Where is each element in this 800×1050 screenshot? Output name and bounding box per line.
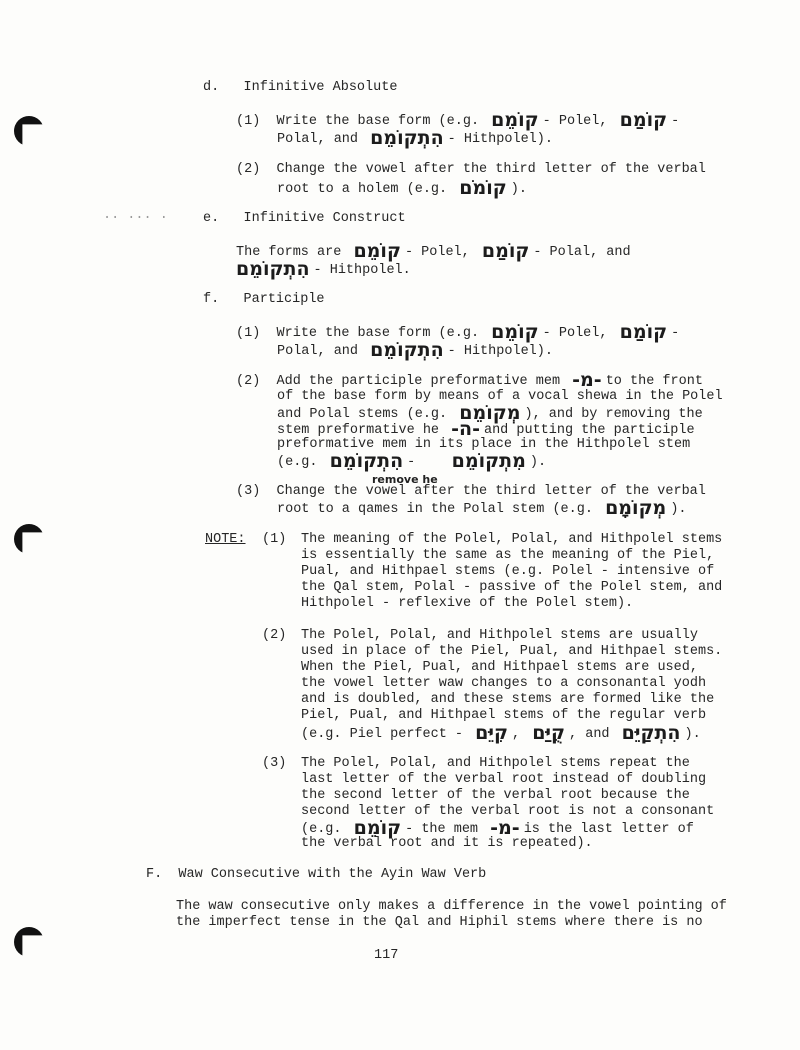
hebrew-word: קוֹמַם: [619, 109, 668, 131]
f-item-1-number: (1): [236, 326, 261, 341]
d-item-1-text: Polal, and: [277, 132, 359, 147]
d-item-2-text: Change the vowel after the third letter of the verbal: [276, 162, 706, 177]
punch-hole-top: [14, 116, 44, 146]
note-item-2-line-1: The Polel, Polal, and Hithpolel stems are usually: [301, 628, 698, 643]
d-item-1-text: - Polel,: [542, 114, 608, 129]
note-item-2-text: , and: [569, 727, 610, 742]
f-item-2-number: (2): [236, 374, 261, 389]
section-f-title: Participle: [243, 292, 325, 307]
hebrew-word: קוֹמֹם: [459, 177, 507, 199]
hebrew-word: קוֹמֵם: [353, 240, 401, 262]
d-item-2-text: root to a holem (e.g.: [277, 182, 448, 197]
hebrew-word: מְקוֹמָם: [605, 497, 667, 519]
hebrew-word: -ה-: [451, 418, 480, 440]
note-item-1-number: (1): [262, 532, 287, 547]
note-item-3-number: (3): [262, 756, 287, 771]
F-line-1: The waw consecutive only makes a difference in the vowel pointing of: [176, 899, 727, 914]
f-item-2-text: ).: [529, 455, 547, 470]
section-F-heading: [146, 867, 486, 883]
f-item-1-line-2: [277, 339, 553, 361]
hebrew-word: הִתְקַיֵּם: [621, 722, 681, 744]
note-item-2-text: (e.g. Piel perfect -: [301, 727, 464, 742]
section-F-label: F.: [146, 867, 163, 882]
note-item-2-number: (2): [262, 628, 287, 643]
hebrew-word: קִיֵּם: [475, 722, 508, 744]
d-item-1-text: Write the base form (e.g.: [276, 114, 480, 129]
f-item-2-text: preformative mem in its place in the Hithpolel stem: [277, 437, 691, 452]
note-item-1-line-4: the Qal stem, Polal - passive of the Polel stem, and: [301, 580, 723, 595]
f-item-1-text: - Hithpolel).: [447, 344, 553, 359]
note-item-3-line-2: last letter of the verbal root instead of doubling: [301, 772, 707, 787]
d-item-2-line-2: [277, 177, 527, 199]
d-item-1-line-1: [236, 109, 680, 131]
note-item-2-line-6: Piel, Pual, and Hithpael stems of the regular verb: [301, 708, 707, 723]
hebrew-word: מְקוֹמֵם: [459, 402, 521, 424]
note-item-1-line-5: Hithpolel - reflexive of the Polel stem).: [301, 596, 634, 611]
f-item-1-line-1: [236, 321, 680, 343]
note-item-3-line-1: The Polel, Polal, and Hithpolel stems repeat the: [301, 756, 690, 771]
section-F-title: Waw Consecutive with the Ayin Waw Verb: [178, 867, 487, 882]
punch-hole-middle: [14, 524, 44, 554]
f-item-2-line-6: [277, 450, 547, 472]
f-item-3-text: root to a qames in the Polal stem (e.g.: [277, 502, 593, 517]
F-line-2: the imperfect tense in the Qal and Hiphil stems where there is no: [176, 915, 703, 930]
section-e-title: Infinitive Construct: [243, 211, 406, 226]
f-item-2-text: stem preformative he: [277, 423, 440, 438]
page-number: 117: [374, 948, 399, 963]
hebrew-word: קוֹמֵם: [491, 109, 539, 131]
f-item-1-text: -: [671, 326, 680, 341]
f-item-2-line-1: [236, 369, 703, 391]
f-item-2-text: and Polal stems (e.g.: [277, 407, 448, 422]
hebrew-word: קוֹמַם: [619, 321, 668, 343]
note-label-text: NOTE:: [205, 532, 246, 547]
e-text: - Hithpolel.: [313, 263, 411, 278]
section-e-label: e.: [203, 211, 220, 226]
punch-hole-bottom: [14, 927, 44, 957]
f-item-2-text: (e.g.: [277, 455, 318, 470]
section-d-label: d.: [203, 80, 220, 95]
note-item-2-line-7: [301, 722, 701, 744]
hebrew-word: הִתְקוֹמֵם: [236, 258, 310, 280]
f-item-1-text: Write the base form (e.g.: [276, 326, 480, 341]
bleed-through-marks: ·· ··· ·: [103, 211, 168, 226]
note-item-3-text: - the mem: [405, 822, 479, 837]
section-f-heading: [203, 292, 325, 308]
hebrew-word: -מ-: [490, 817, 520, 839]
note-item-2-line-3: When the Piel, Pual, and Hithpael stems are used,: [301, 660, 698, 675]
d-item-1-text: -: [671, 114, 680, 129]
hebrew-word: קוֹמֵם: [491, 321, 539, 343]
note-item-2-text: ,: [511, 727, 521, 742]
hebrew-word: הִתְקוֹמֵם: [329, 450, 404, 472]
section-f-label: f.: [203, 292, 220, 307]
note-item-3-line-6: the verbal root and it is repeated).: [301, 836, 593, 851]
hebrew-word: קֻיַּם: [532, 722, 566, 744]
d-item-1-text: - Hithpolel).: [447, 132, 553, 147]
note-item-3-text: (e.g.: [301, 822, 342, 837]
e-text: - Polal, and: [533, 245, 631, 260]
hebrew-word: הִתְקוֹמֵם: [370, 127, 444, 149]
f-item-3-number: (3): [236, 484, 261, 499]
f-item-2-text: and putting the participle: [483, 423, 695, 438]
note-item-2-line-4: the vowel letter waw changes to a consonantal yodh: [301, 676, 707, 691]
hebrew-word: קוֹמַם: [481, 240, 530, 262]
e-line-2: [232, 258, 411, 280]
section-d-title: Infinitive Absolute: [243, 80, 398, 95]
note-item-1-line-3: Pual, and Hithpael stems (e.g. Polel - intensive of: [301, 564, 715, 579]
f-item-3-text: Change the vowel after the third letter of the verbal: [276, 484, 706, 499]
e-text: The forms are: [236, 245, 342, 260]
note-item-3-line-4: second letter of the verbal root is not a consonant: [301, 804, 715, 819]
d-item-1-number: (1): [236, 114, 261, 129]
d-item-1-line-2: [277, 127, 553, 149]
d-item-2-text: ).: [510, 182, 527, 197]
note-item-3-line-3: the second letter of the verbal root because the: [301, 788, 690, 803]
f-item-2-text: Add the participle preformative mem: [276, 374, 561, 389]
hebrew-word: קוֹמֵם: [353, 817, 402, 839]
note-item-3-text: is the last letter of: [523, 822, 694, 837]
handwritten-note: remove he: [372, 473, 438, 486]
d-item-2-number: (2): [236, 162, 261, 177]
hebrew-word: מִתְקוֹמֵם: [451, 450, 526, 472]
note-item-1-line-1: The meaning of the Polel, Polal, and Hithpolel stems: [301, 532, 723, 547]
d-item-2-line-1: [236, 162, 706, 178]
hebrew-word: הִתְקוֹמֵם: [370, 339, 444, 361]
f-item-3-text: ).: [670, 502, 687, 517]
note-item-2-text: ).: [684, 727, 701, 742]
note-label: [205, 532, 246, 548]
f-item-3-line-2: [277, 497, 687, 519]
f-item-2-text: -: [407, 455, 416, 470]
e-text: - Polel,: [404, 245, 470, 260]
f-item-1-text: - Polel,: [542, 326, 608, 341]
f-item-2-text: ), and by removing the: [524, 407, 703, 422]
f-item-2-text: to the front: [605, 374, 703, 389]
f-item-1-text: Polal, and: [277, 344, 359, 359]
section-d-heading: [203, 80, 397, 96]
hebrew-word: -מ-: [572, 369, 602, 391]
note-item-2-line-2: used in place of the Piel, Pual, and Hithpael stems.: [301, 644, 723, 659]
note-item-2-line-5: and is doubled, and these stems are formed like the: [301, 692, 715, 707]
section-e-heading: [103, 211, 406, 227]
f-item-2-text: of the base form by means of a vocal shewa in the Polel: [277, 389, 723, 404]
note-item-1-line-2: is essentially the same as the meaning of the Piel,: [301, 548, 715, 563]
